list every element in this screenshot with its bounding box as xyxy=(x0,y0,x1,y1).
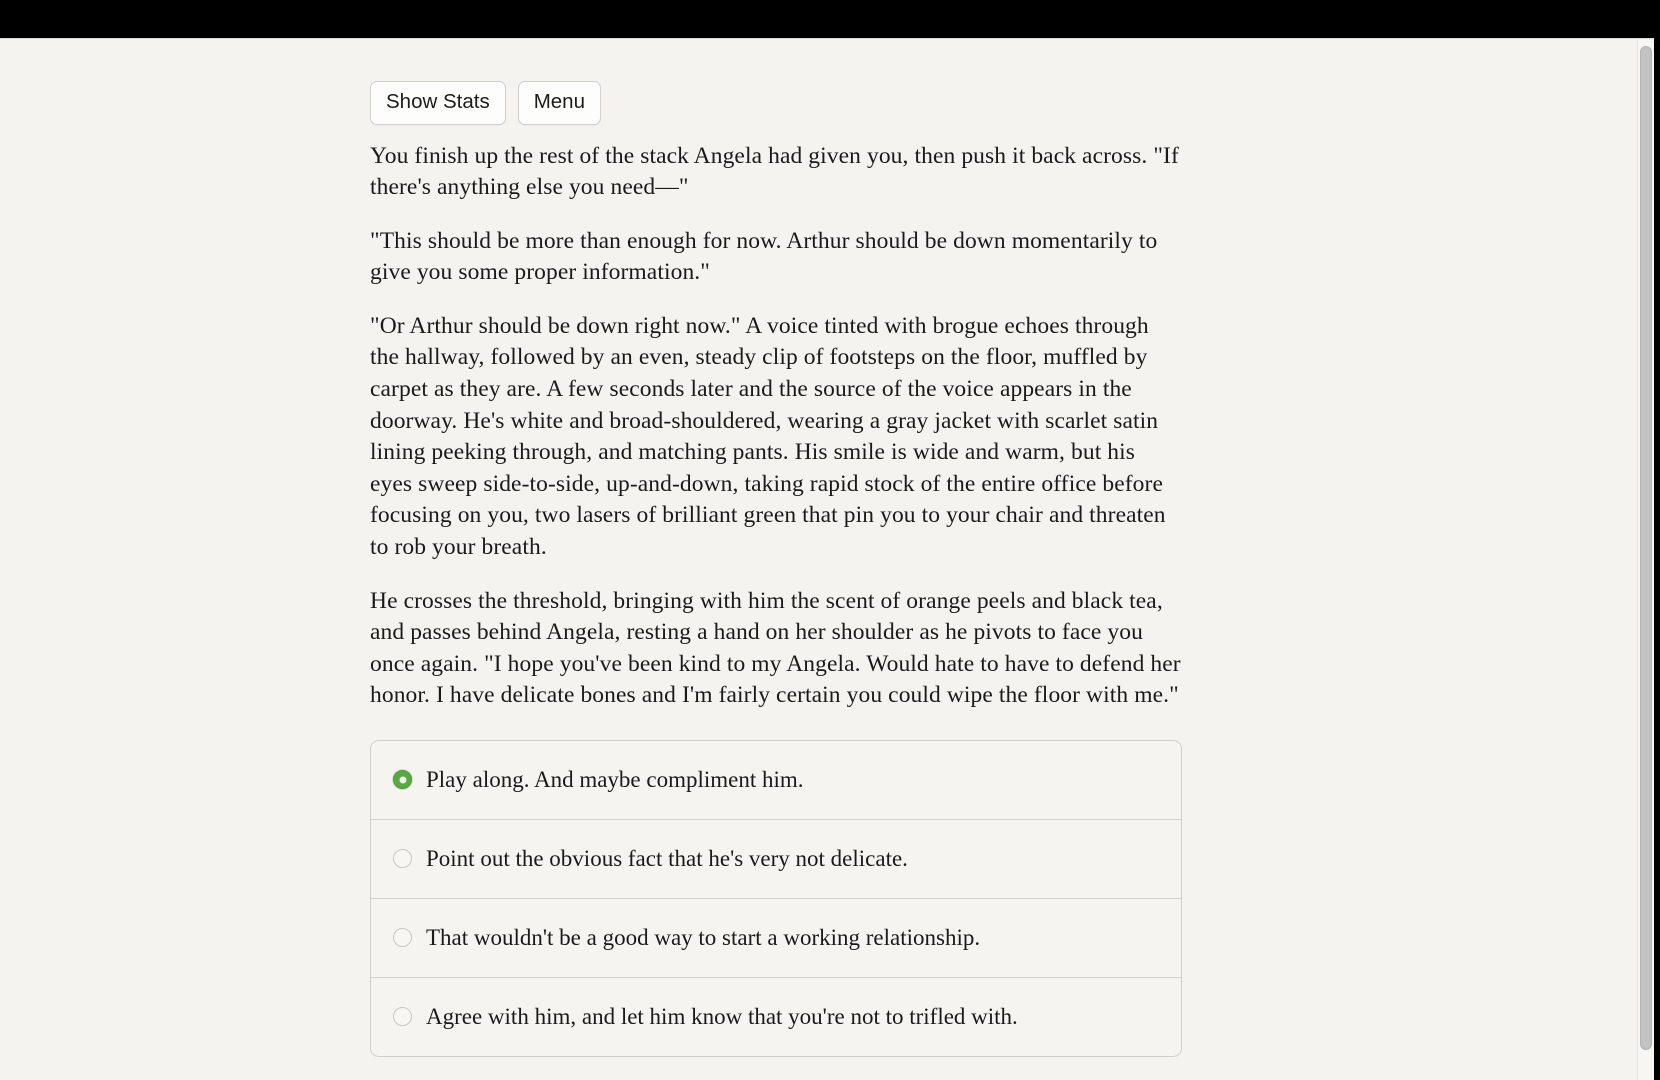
radio-unselected-icon[interactable] xyxy=(393,849,412,868)
choice-option-label: Play along. And maybe compliment him. xyxy=(426,767,804,792)
story-paragraph: "This should be more than enough for now. Arthur should be down momentarily to give you some proper information." xyxy=(370,227,1158,286)
story-paragraph: He crosses the threshold, bringing with him the scent of orange peels and black tea, and passes behind Angela, resting a hand on her shoulder as he pivots to face you once again. "I hope you've been kind to my Angela. Would hate to have to defend her honor. I have delicate bones and I'm fairly certain you could wipe the floor with me." xyxy=(370,587,1181,709)
story-paragraph: "Or Arthur should be down right now." A voice tinted with brogue echoes through the hallway, followed by an even, steady clip of footsteps on the floor, muffled by carpet as they are. A few seconds later and the source of the voice appears in the doorway. He's white and broad-shouldered, wearing a gray jacket with scarlet satin lining peeking through, and matching pants. His smile is wide and warm, but his eyes sweep side-to-side, up-and-down, taking rapid stock of the entire office before focusing on you, two lasers of brilliant green that pin you to your chair and threaten to rob your breath. xyxy=(370,312,1166,561)
vertical-scrollbar-thumb[interactable] xyxy=(1640,46,1652,1050)
browser-chrome-top-bar xyxy=(0,0,1660,38)
choice-option[interactable] xyxy=(371,899,1181,978)
choice-option[interactable] xyxy=(371,741,1181,820)
story-paragraph: You finish up the rest of the stack Angela had given you, then push it back across. "If there's anything else you need—" xyxy=(370,142,1179,201)
menu-button[interactable]: Menu xyxy=(518,81,601,125)
choice-option-label: Agree with him, and let him know that you're not to trifled with. xyxy=(426,1003,1018,1029)
browser-chrome-right-edge xyxy=(1654,0,1660,1080)
choice-option-label: Point out the obvious fact that he's very not delicate. xyxy=(426,845,908,871)
choice-option[interactable] xyxy=(371,820,1181,899)
choice-option-label: That wouldn't be a good way to start a working relationship. xyxy=(426,924,981,950)
radio-unselected-icon[interactable] xyxy=(393,1007,412,1026)
choice-list xyxy=(370,740,1182,1057)
page-surface xyxy=(0,38,1654,1080)
show-stats-button[interactable]: Show Stats xyxy=(370,81,506,125)
toolbar xyxy=(370,81,1182,125)
content-column xyxy=(370,81,1182,1080)
radio-unselected-icon[interactable] xyxy=(393,928,412,947)
radio-selected-icon[interactable] xyxy=(393,770,412,789)
choice-option[interactable] xyxy=(371,978,1181,1056)
vertical-scrollbar-track[interactable] xyxy=(1637,40,1654,1080)
story-body xyxy=(370,141,1182,713)
